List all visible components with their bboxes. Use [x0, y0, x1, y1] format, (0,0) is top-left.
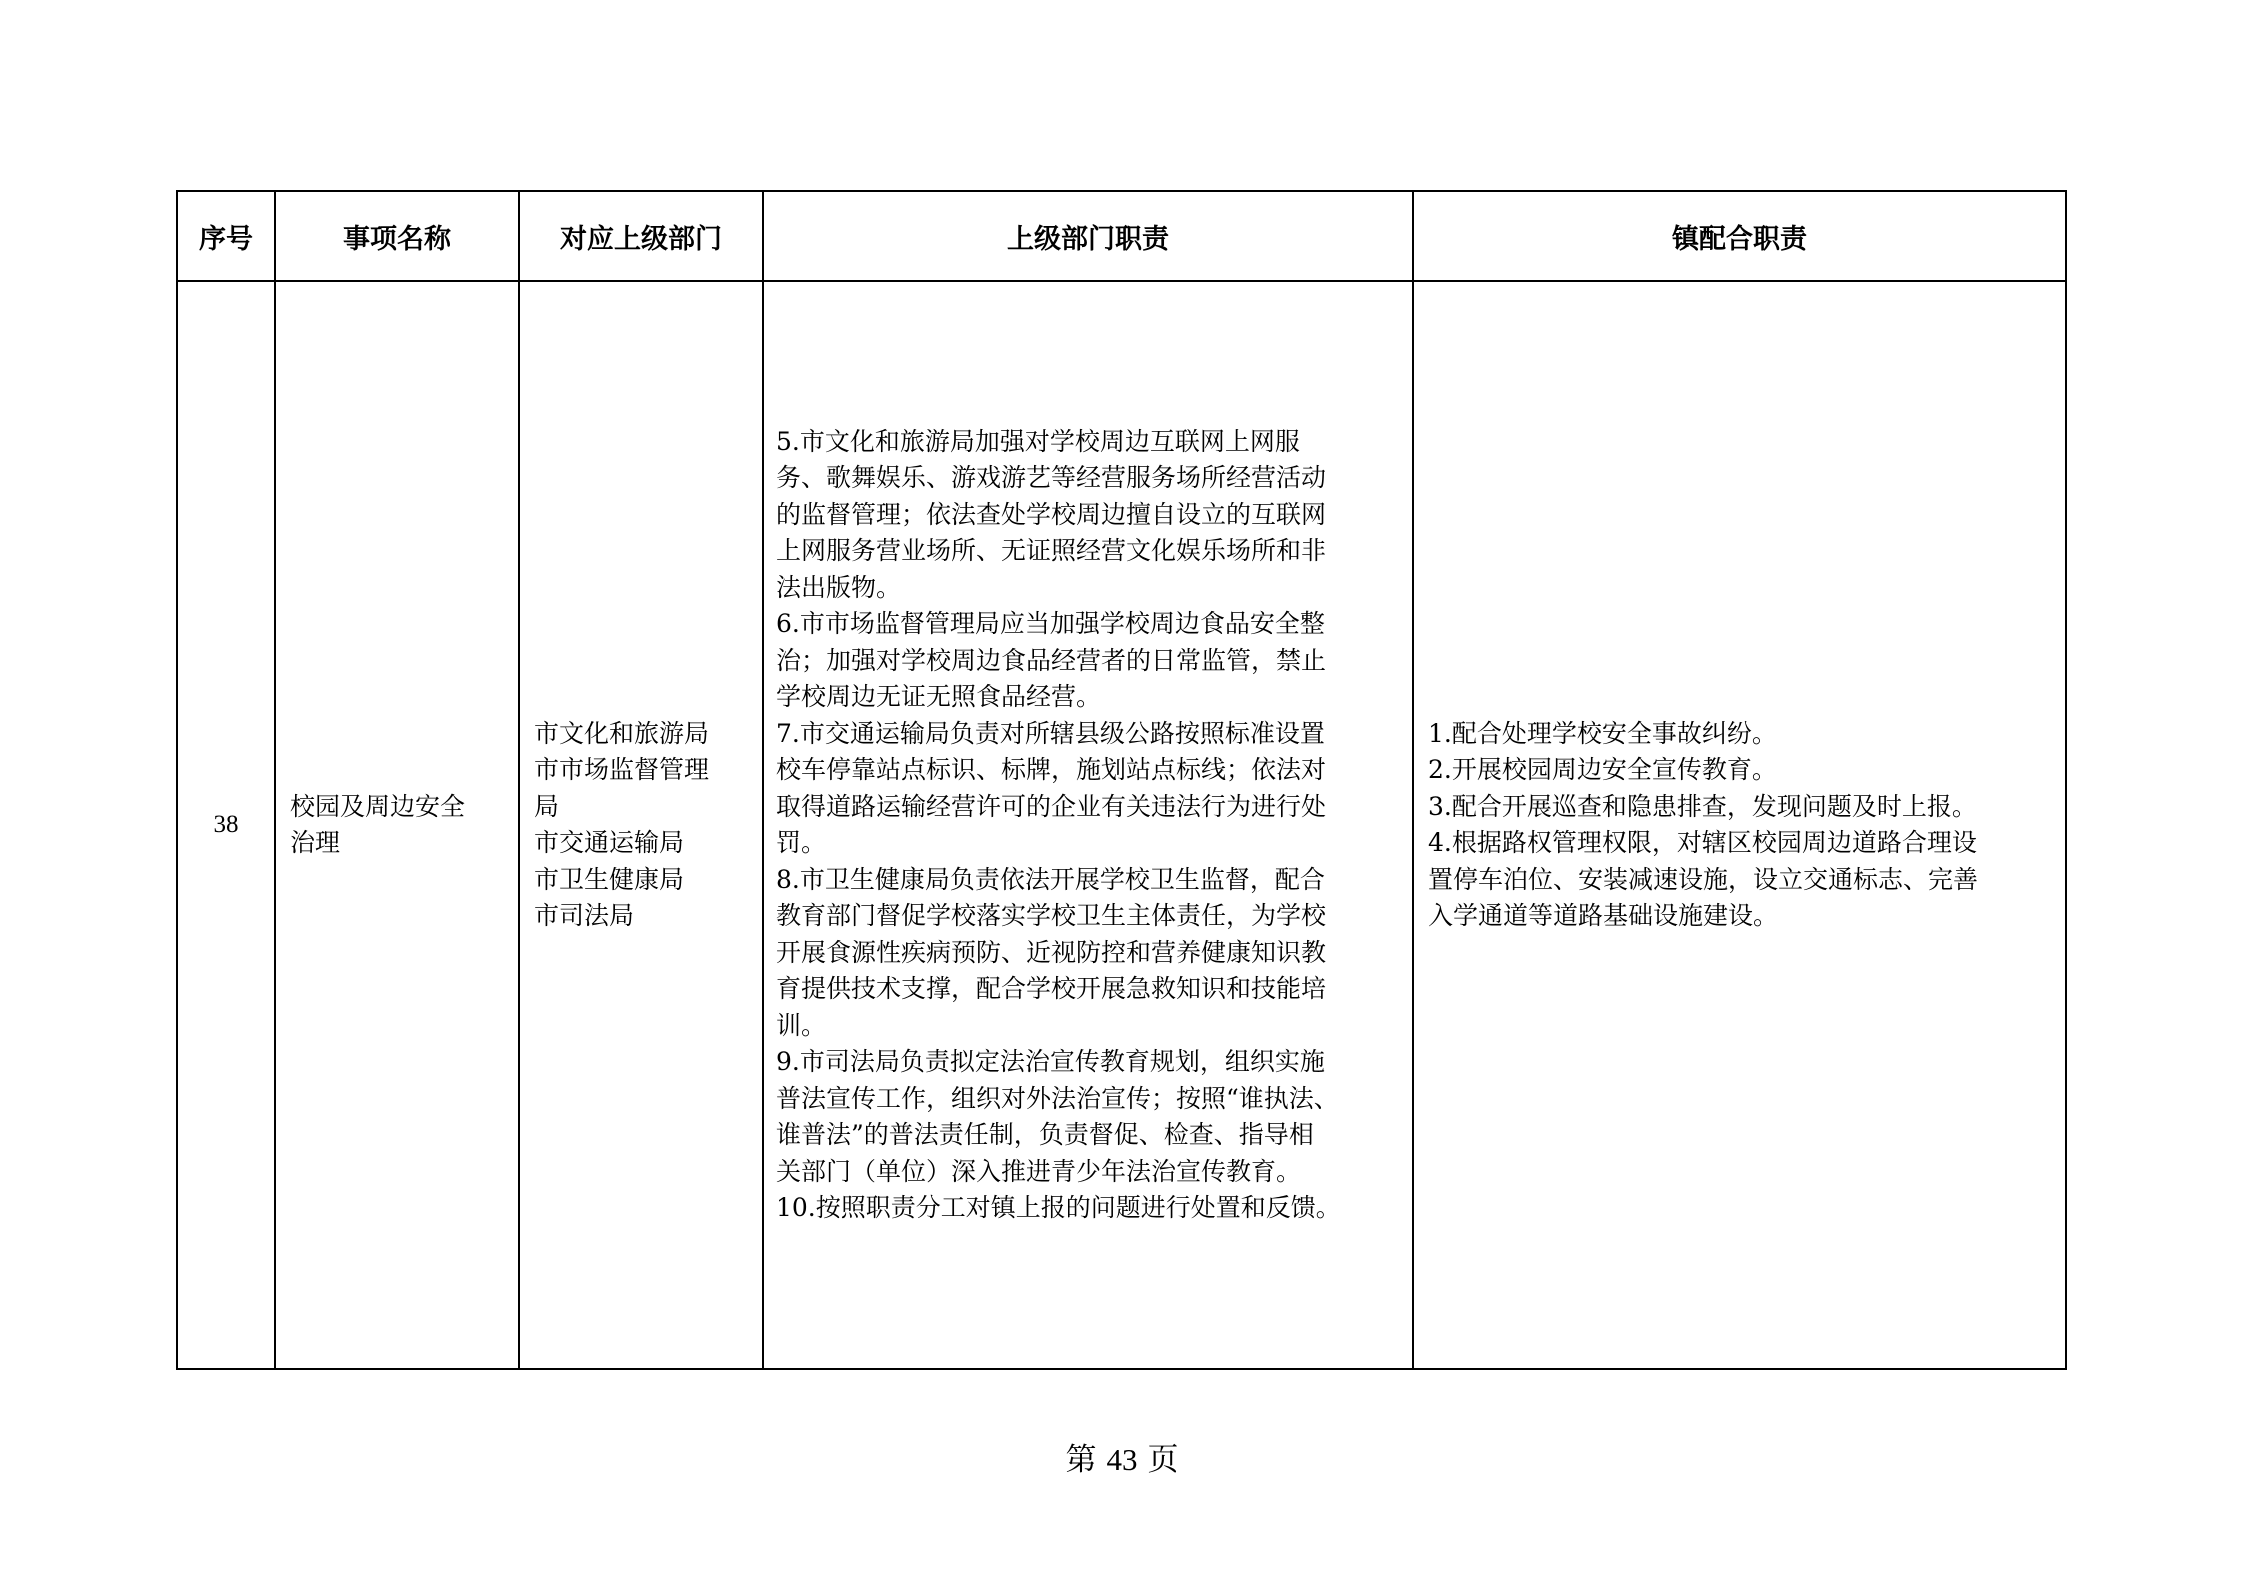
town-duty-line: 2.开展校园周边安全宣传教育。	[1428, 755, 1777, 784]
upper-duty-line: 9.市司法局负责拟定法治宣传教育规划，组织实施	[776, 1047, 1325, 1076]
header-seq: 序号	[177, 191, 275, 281]
upper-duty-line: 务、歌舞娱乐、游戏游艺等经营服务场所经营活动	[776, 463, 1327, 492]
upper-duty-line: 学校周边无证无照食品经营。	[776, 682, 1102, 711]
table-header-row	[177, 191, 2066, 281]
footer-suffix: 页	[1147, 1442, 1179, 1478]
upper-duty-line: 谁普法”的普法责任制，负责督促、检查、指导相	[776, 1120, 1314, 1149]
row-upper-duty-cell	[763, 281, 1413, 1369]
upper-duty-line: 5.市文化和旅游局加强对学校周边互联网上网服	[776, 426, 1300, 456]
upper-duty-line: 罚。	[776, 828, 827, 857]
table-row	[177, 281, 2066, 1369]
row-seq-cell: 38	[177, 281, 275, 1369]
header-upper-duty: 上级部门职责	[763, 191, 1413, 281]
upper-duty-line: 8.市卫生健康局负责依法开展学校卫生监督，配合	[776, 864, 1325, 894]
upper-dept-line: 市卫生健康局	[534, 864, 685, 894]
town-duty-line: 置停车泊位、安装减速设施，设立交通标志、完善	[1428, 864, 1979, 894]
upper-duty-line: 关部门（单位）深入推进青少年法治宣传教育。	[776, 1156, 1302, 1186]
upper-duty-line: 取得道路运输经营许可的企业有关违法行为进行处	[776, 791, 1327, 821]
upper-dept-line: 市司法局	[534, 901, 635, 930]
page-footer	[0, 1434, 2244, 1479]
upper-dept-line: 局	[534, 791, 560, 821]
upper-duty-line: 6.市市场监督管理局应当加强学校周边食品安全整	[776, 609, 1325, 638]
header-item-name: 事项名称	[275, 191, 519, 281]
town-duty-line: 1.配合处理学校安全事故纠纷。	[1428, 718, 1777, 748]
upper-duty-line: 普法宣传工作，组织对外法治宣传；按照“谁执法、	[776, 1083, 1339, 1113]
row-item-name-cell	[275, 281, 519, 1369]
upper-duty-line: 校车停靠站点标识、标牌，施划站点标线；依法对	[776, 755, 1327, 784]
upper-duty-line: 治；加强对学校周边食品经营者的日常监管，禁止	[776, 645, 1327, 675]
item-name-line: 治理	[290, 828, 341, 857]
page-number: 43	[1106, 1442, 1138, 1477]
upper-duty-line: 育提供技术支撑，配合学校开展急救知识和技能培	[776, 974, 1327, 1003]
town-duty-line: 入学通道等道路基础设施建设。	[1428, 901, 1779, 930]
upper-duty-line: 的监督管理；依法查处学校周边擅自设立的互联网	[776, 499, 1327, 529]
upper-duty-line: 训。	[776, 1010, 827, 1040]
duty-table	[176, 190, 2067, 1370]
upper-dept-line: 市交通运输局	[534, 828, 685, 857]
item-name-line: 校园及周边安全	[290, 791, 466, 821]
upper-dept-line: 市文化和旅游局	[534, 718, 710, 748]
header-town-duty: 镇配合职责	[1413, 191, 2066, 281]
upper-duty-line: 教育部门督促学校落实学校卫生主体责任，为学校	[776, 901, 1327, 930]
upper-duty-line: 开展食源性疾病预防、近视防控和营养健康知识教	[776, 937, 1327, 967]
upper-duty-line: 7.市交通运输局负责对所辖县级公路按照标准设置	[776, 718, 1325, 748]
row-upper-dept-cell	[519, 281, 763, 1369]
upper-duty-line: 法出版物。	[776, 572, 902, 602]
upper-duty-line: 上网服务营业场所、无证照经营文化娱乐场所和非	[776, 536, 1327, 565]
town-duty-line: 3.配合开展巡查和隐患排查，发现问题及时上报。	[1428, 791, 1977, 821]
town-duty-line: 4.根据路权管理权限，对辖区校园周边道路合理设	[1428, 828, 1977, 857]
upper-dept-line: 市市场监督管理	[534, 755, 710, 784]
header-upper-dept: 对应上级部门	[519, 191, 763, 281]
row-town-duty-cell	[1413, 281, 2066, 1369]
upper-duty-line: 10.按照职责分工对镇上报的问题进行处置和反馈。	[776, 1193, 1341, 1222]
footer-prefix: 第	[1065, 1442, 1097, 1478]
